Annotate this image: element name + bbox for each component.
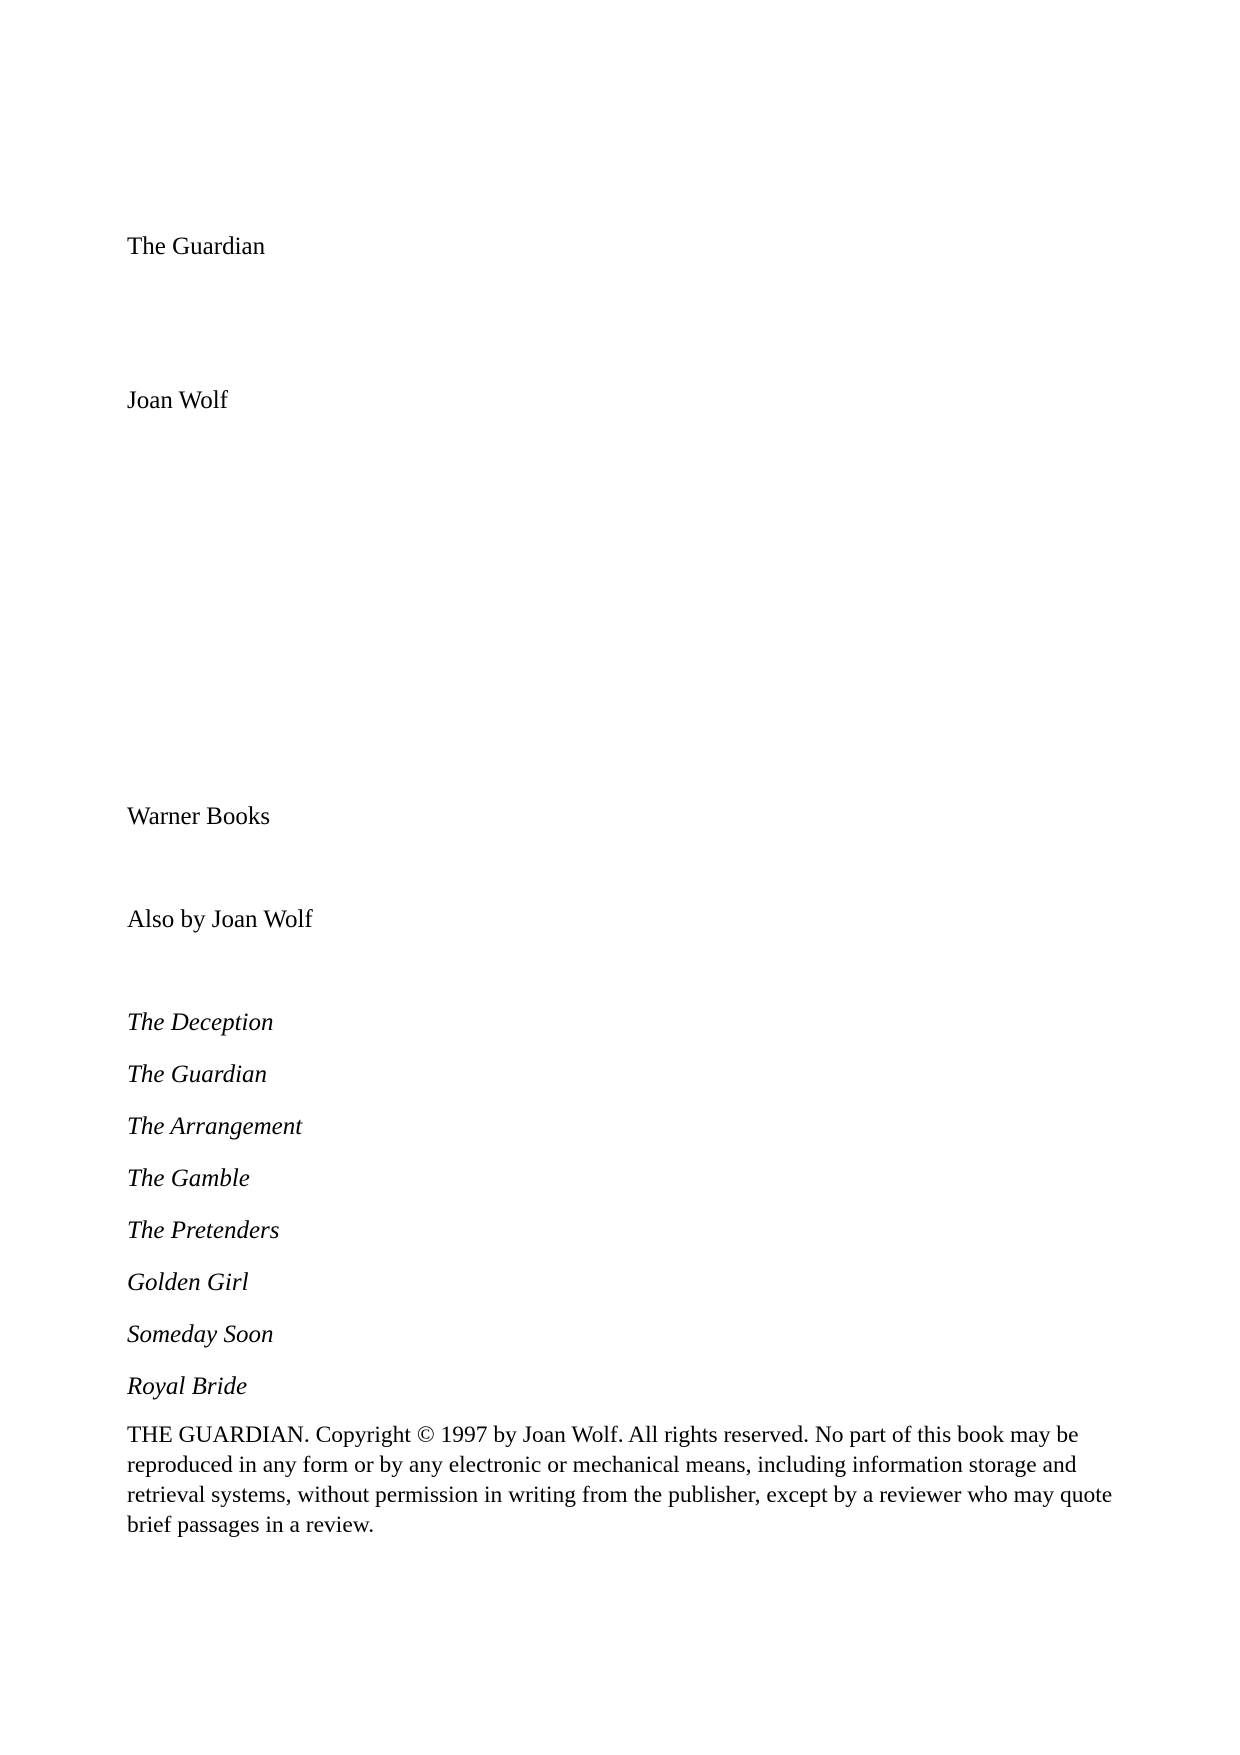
book-list-item: The Guardian: [127, 1061, 268, 1088]
book-list-item: The Gamble: [127, 1165, 250, 1192]
book-list-item: Royal Bride: [127, 1373, 248, 1400]
also-by-heading: Also by Joan Wolf: [127, 906, 313, 933]
also-by-book-list: [127, 1008, 302, 1424]
publisher-name: Warner Books: [127, 803, 271, 830]
book-list-item: The Deception: [127, 1009, 274, 1036]
book-list-item: Golden Girl: [127, 1269, 249, 1296]
book-title: The Guardian: [127, 233, 266, 260]
author-name: Joan Wolf: [127, 387, 228, 414]
book-list-item: The Pretenders: [127, 1217, 280, 1244]
book-list-item: Someday Soon: [127, 1321, 274, 1348]
copyright-notice: THE GUARDIAN. Copyright © 1997 by Joan Wolf. All rights reserved. No part of this book may be reproduced in any form or by any electronic or mechanical means, including information storage and retrieval systems, without permission in writing from the publisher, except by a reviewer who may quote brief passages in a review.: [127, 1422, 1113, 1538]
book-list-item: The Arrangement: [127, 1113, 303, 1140]
